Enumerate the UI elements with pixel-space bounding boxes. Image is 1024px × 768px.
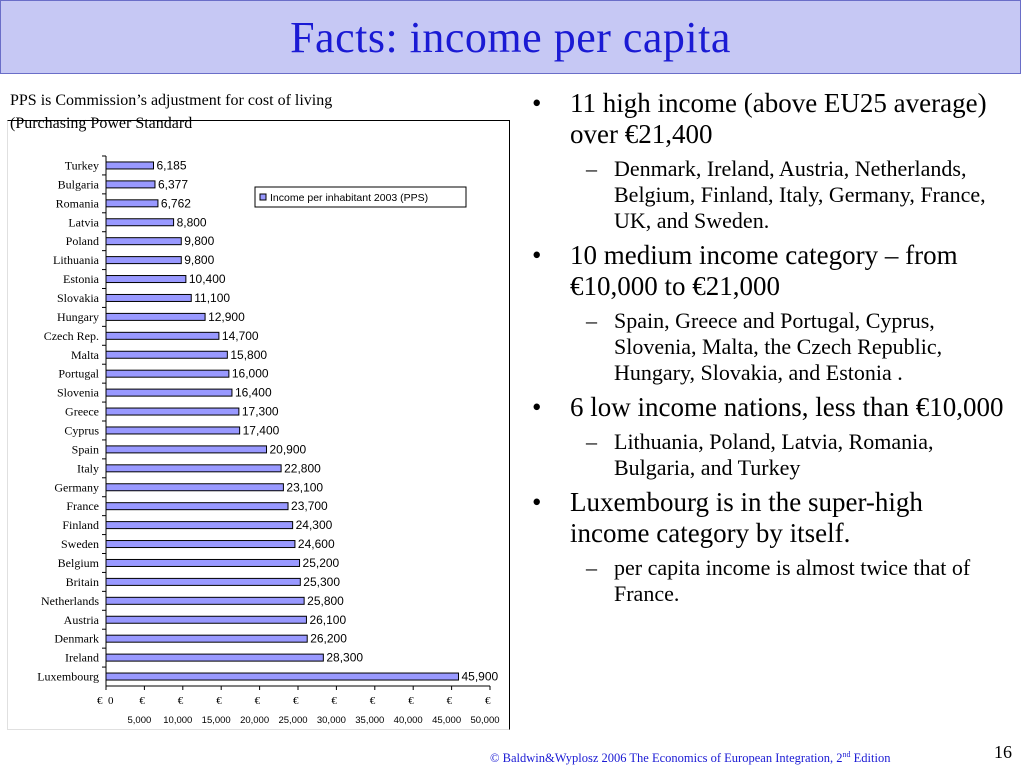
slide-title: Facts: income per capita bbox=[290, 12, 731, 62]
bar bbox=[106, 162, 154, 169]
data-label: 17,300 bbox=[241, 404, 279, 419]
data-label: 25,200 bbox=[302, 555, 340, 570]
data-label: 16,000 bbox=[231, 366, 269, 381]
category-label: Sweden bbox=[61, 537, 99, 552]
bar bbox=[106, 427, 240, 434]
category-label: Luxembourg bbox=[37, 669, 99, 684]
bar bbox=[106, 181, 155, 188]
data-label: 8,800 bbox=[176, 215, 207, 230]
bullet-marker: • bbox=[532, 88, 542, 118]
sub-bullet-item bbox=[528, 555, 1008, 607]
category-label: Britain bbox=[65, 574, 99, 589]
x-tick-label: 35,000 bbox=[355, 715, 385, 726]
data-label: 24,300 bbox=[295, 518, 333, 533]
income-bar-chart bbox=[7, 120, 510, 730]
footer-text: © Baldwin&Wyplosz 2006 The Economics of European Integration, 2 bbox=[490, 751, 843, 766]
bullet-text: 10 medium income category – from €10,000 to €21,000 bbox=[570, 240, 958, 301]
bullet-marker: • bbox=[532, 487, 542, 517]
data-label: 10,400 bbox=[188, 272, 226, 287]
bar bbox=[106, 522, 293, 529]
x-tick-symbol: € bbox=[408, 695, 414, 707]
data-label: 23,100 bbox=[286, 480, 324, 495]
x-tick-symbol: € bbox=[177, 695, 184, 707]
data-label: 6,185 bbox=[156, 158, 187, 173]
bar bbox=[106, 484, 283, 491]
x-tick-label: 10,000 bbox=[163, 715, 193, 726]
footer-edition: Edition bbox=[850, 751, 891, 766]
bar bbox=[106, 559, 300, 566]
category-label: Turkey bbox=[64, 158, 99, 173]
data-label: 11,100 bbox=[194, 290, 231, 305]
x-tick-symbol: € bbox=[293, 695, 299, 707]
x-tick-label: 5,000 bbox=[127, 715, 152, 726]
bar bbox=[106, 673, 459, 680]
bar bbox=[106, 408, 239, 415]
data-label: 24,600 bbox=[297, 537, 335, 552]
x-tick-symbol: € bbox=[139, 695, 145, 707]
sub-bullet-item bbox=[528, 429, 1008, 481]
x-tick-label: 45,000 bbox=[432, 715, 462, 726]
sub-bullet-marker: – bbox=[586, 156, 597, 181]
pps-note-line-2: (Purchasing Power Standard bbox=[10, 115, 193, 132]
bar bbox=[106, 389, 232, 396]
sub-bullet-text: Spain, Greece and Portugal, Cyprus, Slovenia, Malta, the Czech Republic, Hungary, Slovakia, and Estonia . bbox=[614, 308, 943, 385]
category-label: Estonia bbox=[63, 272, 99, 287]
bullet-item bbox=[528, 88, 1008, 150]
category-label: Belgium bbox=[57, 555, 99, 570]
category-label: Denmark bbox=[54, 631, 99, 646]
category-label: France bbox=[66, 499, 99, 514]
bar bbox=[106, 276, 186, 283]
sub-bullet-text: per capita income is almost twice that of France. bbox=[614, 555, 971, 606]
bullet-list bbox=[528, 88, 1008, 613]
bar bbox=[106, 635, 307, 642]
sub-bullet-marker: – bbox=[586, 429, 597, 454]
pps-note-line-1: PPS is Commission’s adjustment for cost of living bbox=[10, 92, 333, 109]
category-label: Netherlands bbox=[41, 593, 99, 608]
sub-bullet-marker: – bbox=[586, 308, 597, 333]
sub-bullet-marker: – bbox=[586, 555, 597, 580]
x-tick-symbol: € bbox=[485, 695, 491, 707]
x-tick-label: 25,000 bbox=[278, 715, 308, 726]
bar bbox=[106, 294, 191, 301]
data-label: 6,377 bbox=[157, 177, 189, 192]
bar bbox=[106, 351, 227, 358]
x-tick-symbol: € bbox=[446, 695, 453, 707]
sub-bullet-text: Denmark, Ireland, Austria, Netherlands, Belgium, Finland, Italy, Germany, France, UK, and Sweden. bbox=[614, 156, 986, 233]
data-label: 6,762 bbox=[160, 196, 191, 211]
footer-superscript: nd bbox=[842, 750, 851, 759]
data-label: 9,800 bbox=[184, 253, 215, 268]
data-label: 28,300 bbox=[326, 650, 364, 665]
x-tick-label: 20,000 bbox=[240, 715, 270, 726]
data-label: 22,800 bbox=[284, 461, 321, 476]
x-tick-label: 30,000 bbox=[316, 715, 346, 726]
x-tick-symbol: € bbox=[216, 695, 222, 707]
x-tick-label: 15,000 bbox=[201, 715, 231, 726]
data-label: 25,300 bbox=[303, 574, 341, 589]
bar bbox=[106, 370, 229, 377]
data-label: 9,800 bbox=[184, 234, 215, 249]
category-label: Cyprus bbox=[64, 423, 99, 438]
bar bbox=[106, 541, 295, 548]
category-label: Malta bbox=[71, 347, 99, 362]
bar bbox=[106, 597, 304, 604]
category-label: Hungary bbox=[57, 309, 99, 324]
x-tick-label: 40,000 bbox=[393, 715, 423, 726]
title-bar bbox=[0, 0, 1021, 74]
bullet-item bbox=[528, 392, 1008, 423]
category-label: Germany bbox=[54, 480, 99, 495]
data-label: 26,100 bbox=[309, 612, 347, 627]
footer-copyright bbox=[490, 750, 960, 766]
bar bbox=[106, 503, 288, 510]
x-tick-symbol: € bbox=[254, 695, 261, 707]
bar bbox=[106, 465, 281, 472]
data-label: 17,400 bbox=[242, 423, 280, 438]
category-label: Spain bbox=[71, 442, 99, 457]
x-tick-label: 0 bbox=[108, 695, 114, 707]
category-label: Lithuania bbox=[53, 253, 99, 268]
category-label: Bulgaria bbox=[57, 177, 99, 192]
bar bbox=[106, 238, 181, 245]
bar bbox=[106, 200, 158, 207]
category-label: Poland bbox=[65, 234, 99, 249]
bullet-item bbox=[528, 240, 1008, 302]
sub-bullet-item bbox=[528, 156, 1008, 234]
category-label: Slovenia bbox=[57, 385, 99, 400]
category-label: Finland bbox=[62, 518, 99, 533]
category-label: Italy bbox=[77, 461, 99, 476]
bullet-text: 6 low income nations, less than €10,000 bbox=[570, 392, 1004, 422]
bullet-item bbox=[528, 487, 1008, 549]
category-label: Greece bbox=[65, 404, 99, 419]
bar bbox=[106, 446, 267, 453]
bar bbox=[106, 332, 219, 339]
x-tick-symbol: € bbox=[331, 695, 337, 707]
category-label: Latvia bbox=[68, 215, 99, 230]
bar bbox=[106, 654, 323, 661]
category-label: Czech Rep. bbox=[43, 328, 99, 343]
bar bbox=[106, 313, 205, 320]
data-label: 25,800 bbox=[307, 593, 344, 608]
page-number: 16 bbox=[994, 742, 1012, 762]
data-label: 23,700 bbox=[291, 499, 328, 514]
category-label: Austria bbox=[63, 612, 99, 627]
x-tick-symbol: € bbox=[97, 695, 103, 707]
bullet-text: Luxembourg is in the super-high income category by itself. bbox=[570, 487, 923, 548]
data-label: 16,400 bbox=[234, 385, 272, 400]
category-label: Romania bbox=[55, 196, 99, 211]
data-label: 12,900 bbox=[208, 309, 245, 324]
legend-swatch bbox=[260, 194, 266, 200]
category-label: Ireland bbox=[65, 650, 99, 665]
x-tick-symbol: € bbox=[369, 695, 376, 707]
data-label: 26,200 bbox=[310, 631, 347, 646]
sub-bullet-text: Lithuania, Poland, Latvia, Romania, Bulgaria, and Turkey bbox=[614, 429, 934, 480]
bullet-marker: • bbox=[532, 392, 542, 422]
category-label: Slovakia bbox=[57, 290, 99, 305]
bar bbox=[106, 578, 300, 585]
bullet-text: 11 high income (above EU25 average) over €21,400 bbox=[570, 88, 987, 149]
data-label: 14,700 bbox=[221, 328, 259, 343]
category-label: Portugal bbox=[58, 366, 99, 381]
legend-label: Income per inhabitant 2003 (PPS) bbox=[270, 192, 429, 204]
bar bbox=[106, 219, 174, 226]
bullet-marker: • bbox=[532, 240, 542, 270]
data-label: 15,800 bbox=[230, 347, 268, 362]
data-label: 45,900 bbox=[461, 669, 499, 684]
bar bbox=[106, 616, 306, 623]
sub-bullet-item bbox=[528, 308, 1008, 386]
data-label: 20,900 bbox=[269, 442, 307, 457]
bar bbox=[106, 257, 181, 264]
x-tick-label: 50,000 bbox=[470, 715, 500, 726]
